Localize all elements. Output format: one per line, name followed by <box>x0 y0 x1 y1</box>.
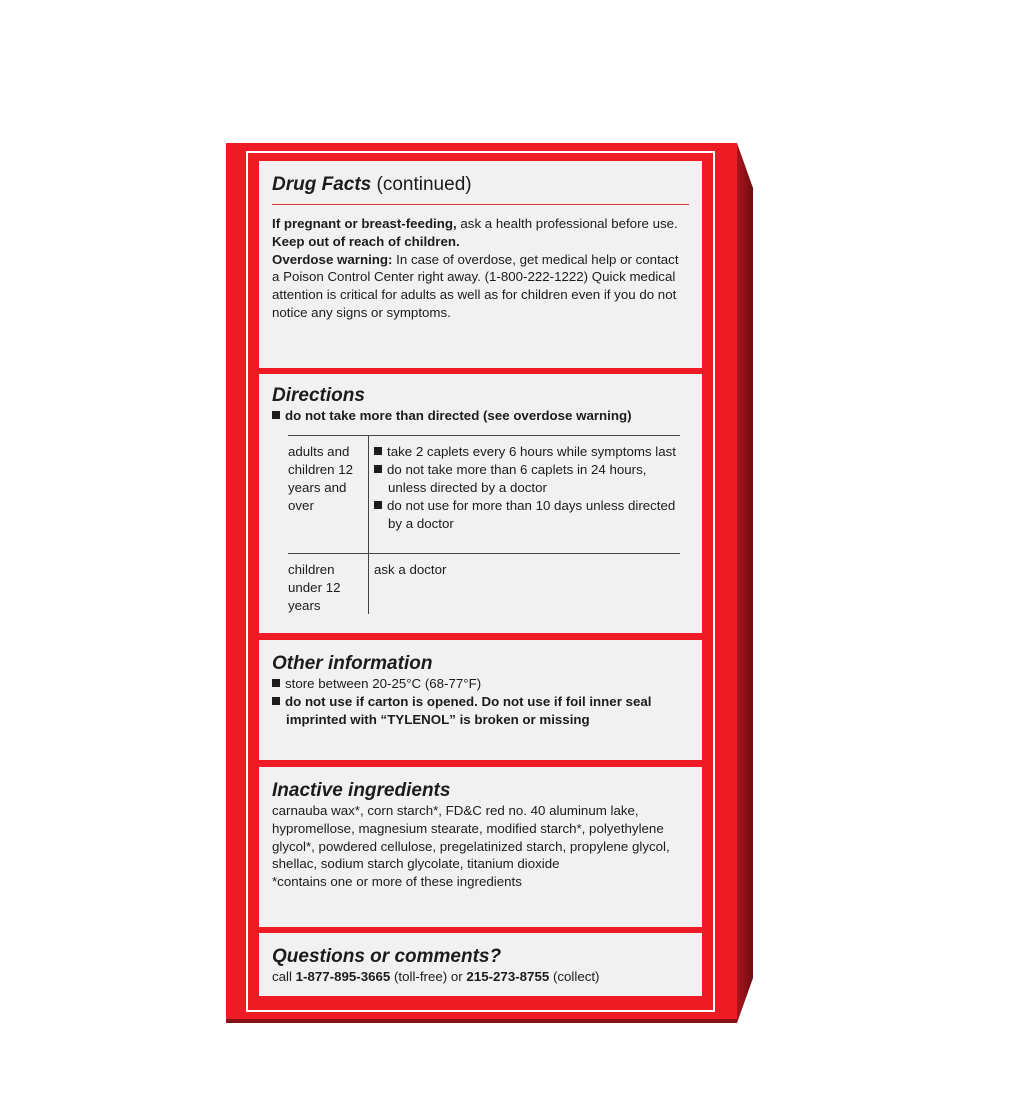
pregnancy-warning <box>272 215 689 233</box>
bullet-square-icon <box>374 447 382 455</box>
directions-heading: Directions <box>272 385 365 406</box>
pregnancy-text: ask a health professional before use. <box>460 216 678 231</box>
dosage-item-text: take 2 caplets every 6 hours while symptoms last <box>387 444 676 459</box>
age-group-cell: adults and children 12 years and over <box>288 436 369 553</box>
overdose-warning <box>272 251 689 322</box>
dosage-item <box>374 497 680 533</box>
box-bottom-edge <box>226 1019 737 1023</box>
tollfree-number: 1-877-895-3665 <box>295 969 391 984</box>
drug-facts-heading <box>272 174 689 196</box>
other-info-text: store between 20-25°C (68-77°F) <box>285 676 482 691</box>
questions-heading: Questions or comments? <box>272 946 502 967</box>
other-information-heading: Other information <box>272 653 433 674</box>
bullet-square-icon <box>374 465 382 473</box>
other-info-item <box>272 675 689 693</box>
drug-facts-panel <box>259 161 702 368</box>
other-information-panel <box>259 640 702 760</box>
drug-facts-title-suffix: (continued) <box>376 174 472 195</box>
bullet-square-icon <box>374 501 382 509</box>
age-group-cell: children under 12 years <box>288 554 369 614</box>
collect-number: 215-273-8755 <box>466 969 550 984</box>
table-row <box>288 554 680 614</box>
heading-rule <box>272 204 689 205</box>
directions-warning-text: do not take more than directed (see overdose warning) <box>285 408 632 423</box>
bullet-square-icon <box>272 411 280 419</box>
pregnancy-label: If pregnant or breast-feeding, <box>272 216 457 231</box>
contact-line <box>272 968 689 986</box>
call-label: call <box>272 969 292 984</box>
overdose-text: In case of overdose, get medical help or contact a Poison Control Center right away. (1-800-222-1222) Quick medical attention is critical for adults as well as for children even if you do not notice any signs or symptoms. <box>272 251 679 320</box>
inactive-ingredients-footnote: *contains one or more of these ingredients <box>272 874 522 890</box>
table-row <box>288 436 680 553</box>
directions-warning <box>272 407 689 425</box>
other-info-text: do not use if carton is opened. Do not use if foil inner seal imprinted with “TYLENOL” is broken or missing <box>285 693 652 727</box>
inactive-ingredients-panel <box>259 767 702 927</box>
bullet-square-icon <box>272 679 280 687</box>
dosage-item-text: do not use for more than 10 days unless directed by a doctor <box>387 498 676 531</box>
dosage-cell <box>369 436 680 553</box>
dosage-item <box>374 443 680 461</box>
directions-panel <box>259 374 702 633</box>
questions-panel <box>259 933 702 996</box>
collect-label: (collect) <box>552 969 600 984</box>
dosage-item <box>374 461 680 497</box>
other-info-item <box>272 693 689 729</box>
box-side-face <box>737 143 753 1023</box>
keep-out-warning: Keep out of reach of children. <box>272 233 460 249</box>
dosage-item-text: do not take more than 6 caplets in 24 hours, unless directed by a doctor <box>387 462 647 495</box>
inactive-ingredients-heading: Inactive ingredients <box>272 780 451 801</box>
tollfree-label: (toll-free) or <box>394 969 463 984</box>
dosage-cell: ask a doctor <box>374 562 447 577</box>
directions-table <box>288 435 680 614</box>
drug-facts-title: Drug Facts <box>272 174 372 195</box>
bullet-square-icon <box>272 697 280 705</box>
overdose-label: Overdose warning: <box>272 251 393 267</box>
inactive-ingredients-list: carnauba wax*, corn starch*, FD&C red no. 40 aluminum lake, hypromellose, magnesium stearate, modified starch*, polyethylene glycol*, powdered cellulose, pregelatinized starch, propylene glycol, shellac, sodium starch glycolate, titanium dioxide <box>272 803 670 872</box>
